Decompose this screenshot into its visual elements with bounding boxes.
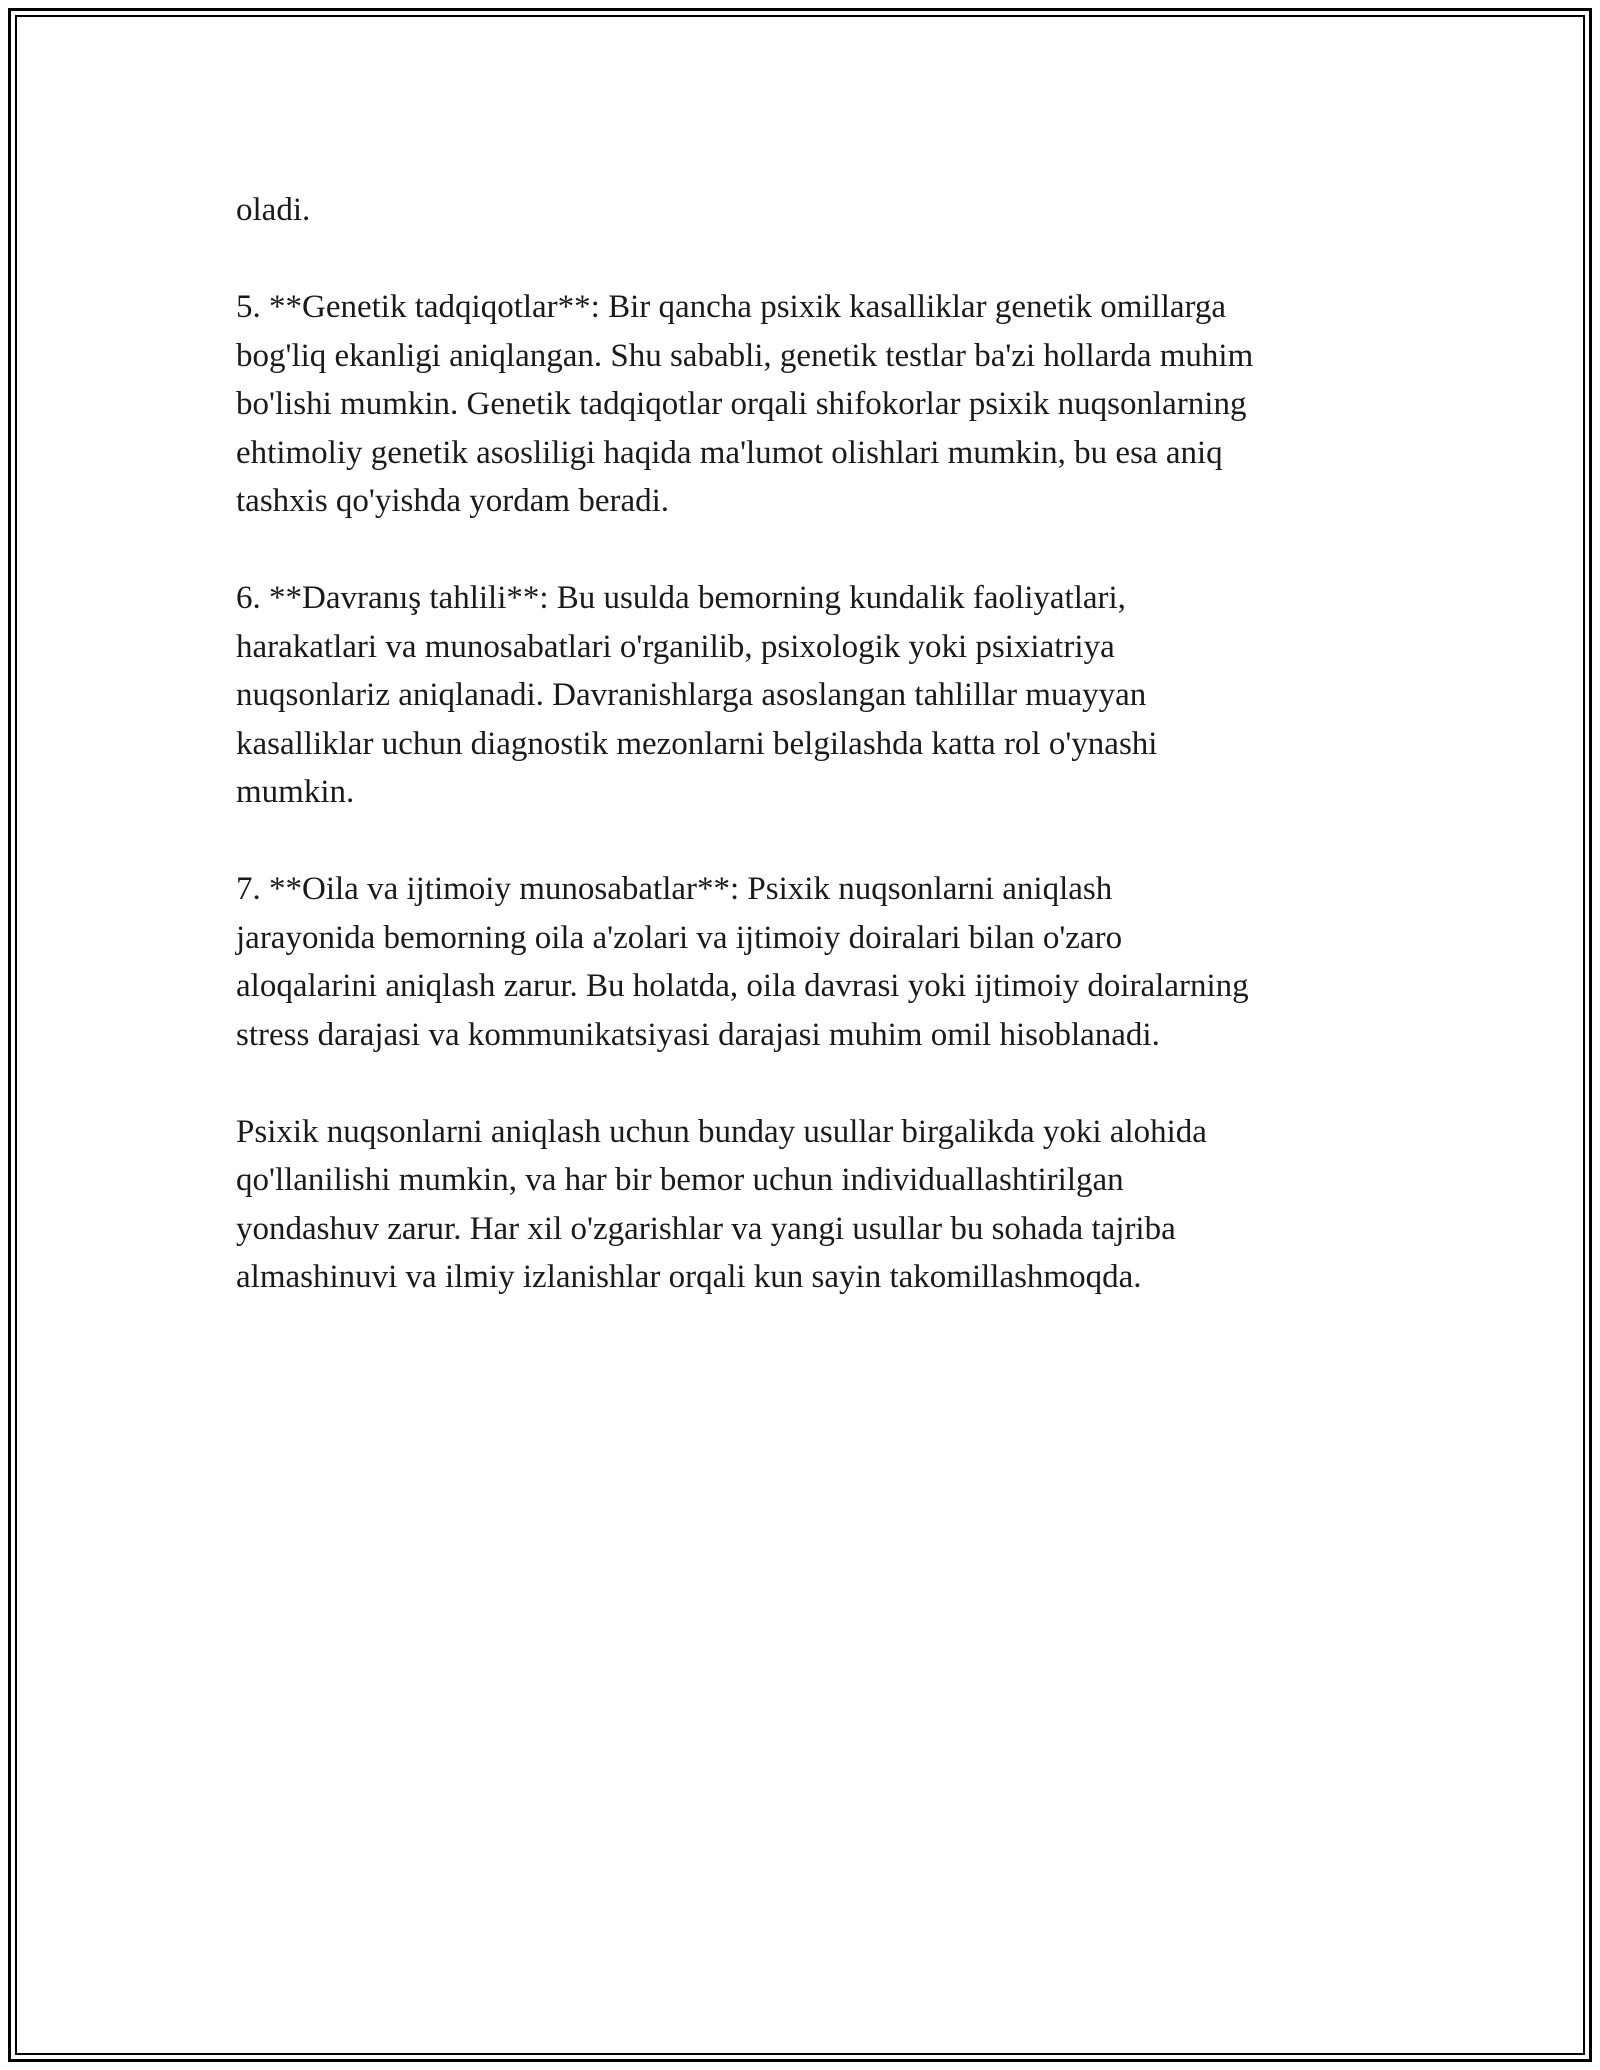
paragraph-oila-ijtimoiy: 7. **Oila va ijtimoiy munosabatlar**: Psixik nuqsonlarni aniqlash jarayonida bemorning oila a'zolari va ijtimoiy doiralari bilan o'zaro aloqalarini aniqlash zarur. Bu holatda, oila davrasi yoki ijtimoiy doiralarning stress darajasi va kommunikatsiyasi darajasi muhim omil hisoblanadi. [236, 871, 1249, 1053]
paragraph-conclusion: Psixik nuqsonlarni aniqlash uchun bunday usullar birgalikda yoki alohida qo'llanilishi mumkin, va har bir bemor uchun individuallashtirilgan yondashuv zarur. Har xil o'zgarishlar va yangi usullar bu sohada tajriba almashinuvi va ilmiy izlanishlar orqali kun sayin takomillashmoqda. [236, 1113, 1207, 1295]
document-body [236, 186, 1386, 1350]
paragraph-genetik-tadqiqotlar: 5. **Genetik tadqiqotlar**: Bir qancha psixik kasalliklar genetik omillarga bog'liq ekanligi aniqlangan. Shu sababli, genetik testlar ba'zi hollarda muhim bo'lishi mumkin. Genetik tadqiqotlar orqali shifokorlar psixik nuqsonlarning ehtimoliy genetik asosliligi haqida ma'lumot olishlari mumkin, bu esa aniq tashxis qo'yishda yordam beradi. [236, 289, 1254, 519]
paragraph-davranis-tahlili: 6. **Davranış tahlili**: Bu usulda bemorning kundalik faoliyatlari, harakatlari va munosabatlari o'rganilib, psixologik yoki psixiatriya nuqsonlariz aniqlanadi. Davranishlarga asoslangan tahlillar muayyan kasalliklar uchun diagnostik mezonlarni belgilashda katta rol o'ynashi mumkin. [236, 580, 1158, 810]
paragraph-continuation: oladi. [236, 192, 311, 228]
